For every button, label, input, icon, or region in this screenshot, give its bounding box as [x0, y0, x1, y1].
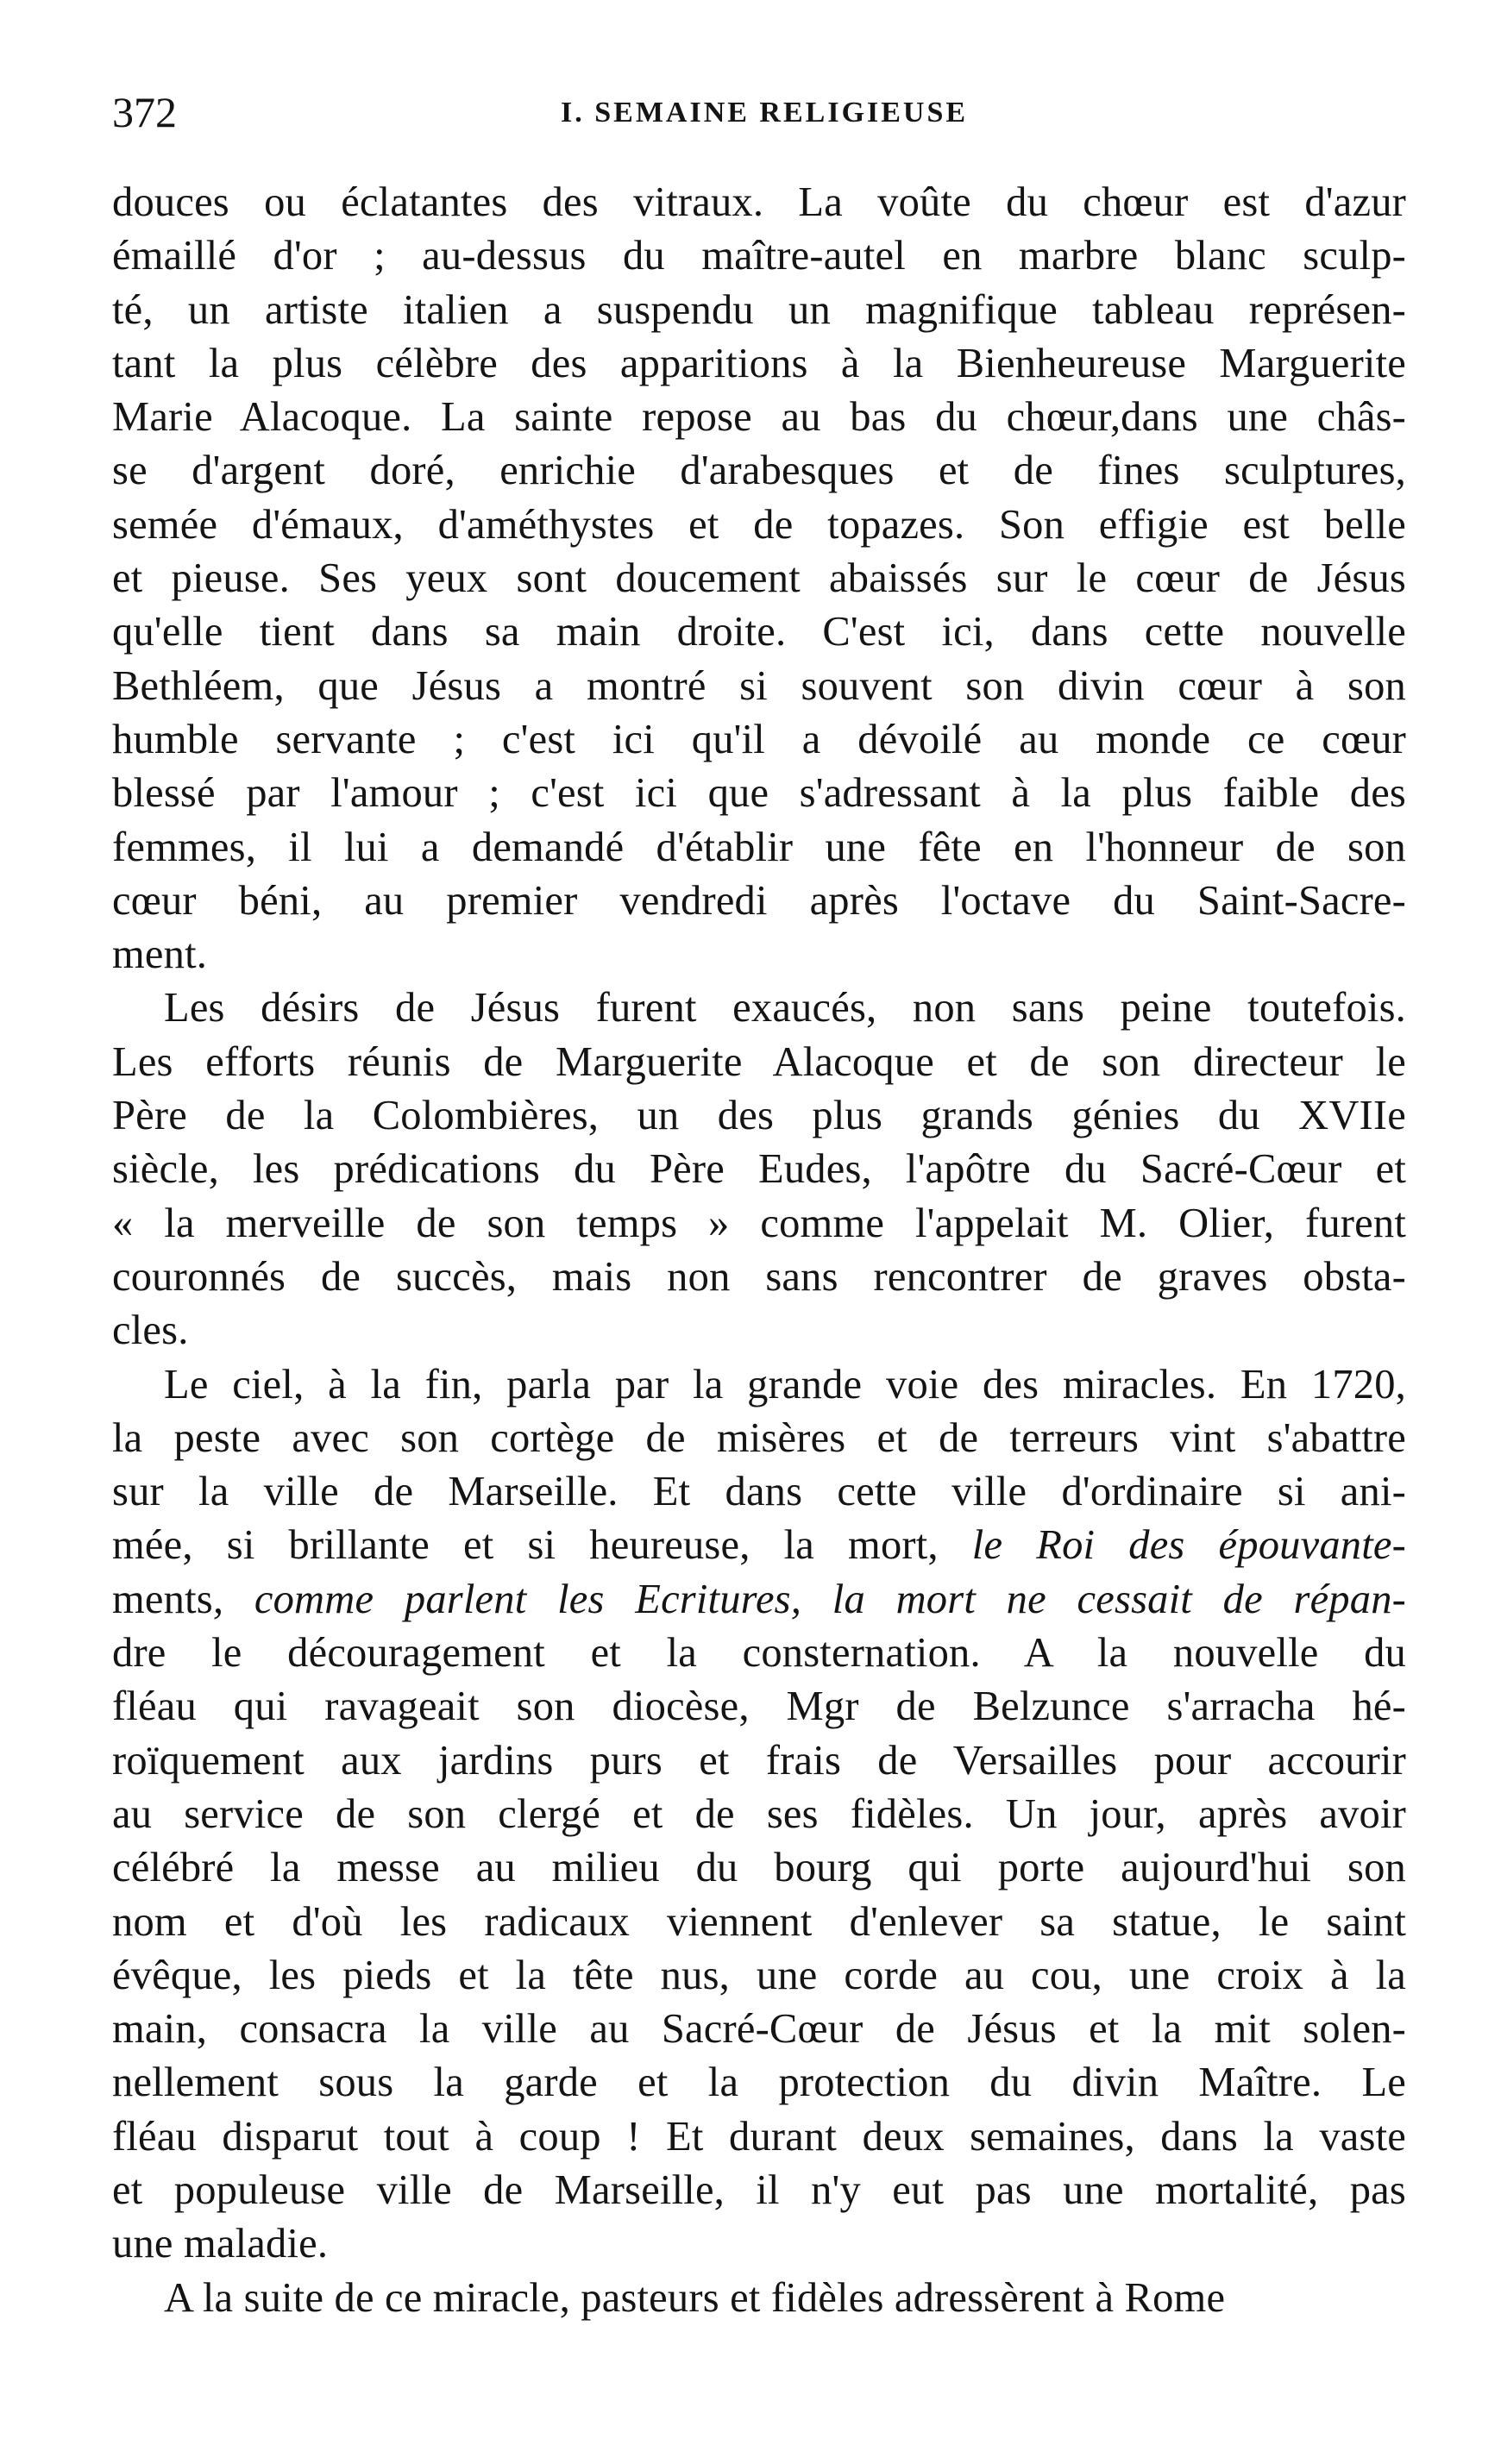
text-line: tant la plus célèbre des apparitions à la Bienheureuse Marguerite: [112, 340, 1406, 386]
text-line: Les efforts réunis de Marguerite Alacoque et de son directeur le: [112, 1038, 1406, 1085]
text-line: semée d'émaux, d'améthystes et de topazes. Son effigie est belle: [112, 501, 1406, 548]
text-line: nom et d'où les radicaux viennent d'enlever sa statue, le saint: [112, 1898, 1406, 1945]
text-line: A la suite de ce miracle, pasteurs et fidèles adressèrent à Rome: [164, 2274, 1226, 2321]
text-line: douces ou éclatantes des vitraux. La voûte du chœur est d'azur: [112, 179, 1406, 225]
text-line: Père de la Colombières, un des plus grands génies du XVIIe: [112, 1093, 1406, 1139]
text-line: fléau disparut tout à coup ! Et durant deux semaines, dans la vaste: [112, 2113, 1406, 2160]
text-line: couronnés de succès, mais non sans rencontrer de graves obsta-: [112, 1253, 1406, 1300]
text-line: une maladie.: [112, 2221, 329, 2267]
text-line: émaillé d'or ; au-dessus du maître-autel en marbre blanc sculp-: [112, 233, 1406, 279]
text-line: siècle, les prédications du Père Eudes, l'apôtre du Sacré-Cœur et: [112, 1146, 1406, 1193]
text-line: cles.: [112, 1307, 189, 1354]
text-line: célébré la messe au milieu du bourg qui porte aujourd'hui son: [112, 1845, 1406, 1891]
text-line: Bethléem, que Jésus a montré si souvent son divin cœur à son: [112, 662, 1406, 709]
text-line: sur la ville de Marseille. Et dans cette ville d'ordinaire si ani-: [112, 1469, 1406, 1515]
running-title: I. SEMAINE RELIGIEUSE: [561, 97, 969, 129]
text-line: Le ciel, à la fin, parla par la grande voie des miracles. En 1720,: [164, 1361, 1406, 1408]
text-line: « la merveille de son temps » comme l'appelait M. Olier, furent: [112, 1200, 1406, 1246]
running-head: [112, 86, 1406, 138]
text-line: ment.: [112, 931, 208, 978]
paragraph: [112, 176, 1406, 981]
text-line: dre le découragement et la consternation. A la nouvelle du: [112, 1630, 1406, 1677]
text-line: au service de son clergé et de ses fidèles. Un jour, après avoir: [112, 1790, 1406, 1837]
text-line: et pieuse. Ses yeux sont doucement abaissés sur le cœur de Jésus: [112, 555, 1406, 602]
text-line: cœur béni, au premier vendredi après l'octave du Saint-Sacre-: [112, 877, 1406, 924]
text-line: main, consacra la ville au Sacré-Cœur de Jésus et la mit solen-: [112, 2006, 1406, 2053]
paragraph: [112, 981, 1406, 1357]
paragraph: [112, 1358, 1406, 2272]
page-number: 372: [112, 88, 177, 136]
text-line: roïquement aux jardins purs et frais de Versailles pour accourir: [112, 1737, 1406, 1784]
text-line: té, un artiste italien a suspendu un magnifique tableau représen-: [112, 286, 1406, 333]
text-line: se d'argent doré, enrichie d'arabesques et de fines sculptures,: [112, 448, 1406, 494]
text-line: humble servante ; c'est ici qu'il a dévoilé au monde ce cœur: [112, 716, 1406, 762]
text-line: nellement sous la garde et la protection du divin Maître. Le: [112, 2060, 1406, 2106]
text-line: la peste avec son cortège de misères et de terreurs vint s'abattre: [112, 1414, 1406, 1461]
text-line: évêque, les pieds et la tête nus, une corde au cou, une croix à la: [112, 1952, 1406, 1998]
text-line: femmes, il lui a demandé d'établir une fête en l'honneur de son: [112, 824, 1406, 870]
text-line: et populeuse ville de Marseille, il n'y eut pas une mortalité, pas: [112, 2166, 1406, 2213]
text-line: blessé par l'amour ; c'est ici que s'adressant à la plus faible des: [112, 770, 1406, 817]
book-page: [112, 86, 1406, 2415]
text-line: ments, comme parlent les Ecritures, la mort ne cessait de répan-: [112, 1576, 1406, 1622]
body-text: [112, 176, 1406, 2325]
text-line: mée, si brillante et si heureuse, la mort, le Roi des épouvante-: [112, 1522, 1406, 1569]
text-line: Les désirs de Jésus furent exaucés, non sans peine toutefois.: [164, 985, 1406, 1031]
paragraph: [112, 2272, 1406, 2325]
text-line: Marie Alacoque. La sainte repose au bas du chœur,dans une châs-: [112, 394, 1406, 441]
text-line: fléau qui ravageait son diocèse, Mgr de Belzunce s'arracha hé-: [112, 1683, 1406, 1730]
text-line: qu'elle tient dans sa main droite. C'est ici, dans cette nouvelle: [112, 609, 1406, 655]
